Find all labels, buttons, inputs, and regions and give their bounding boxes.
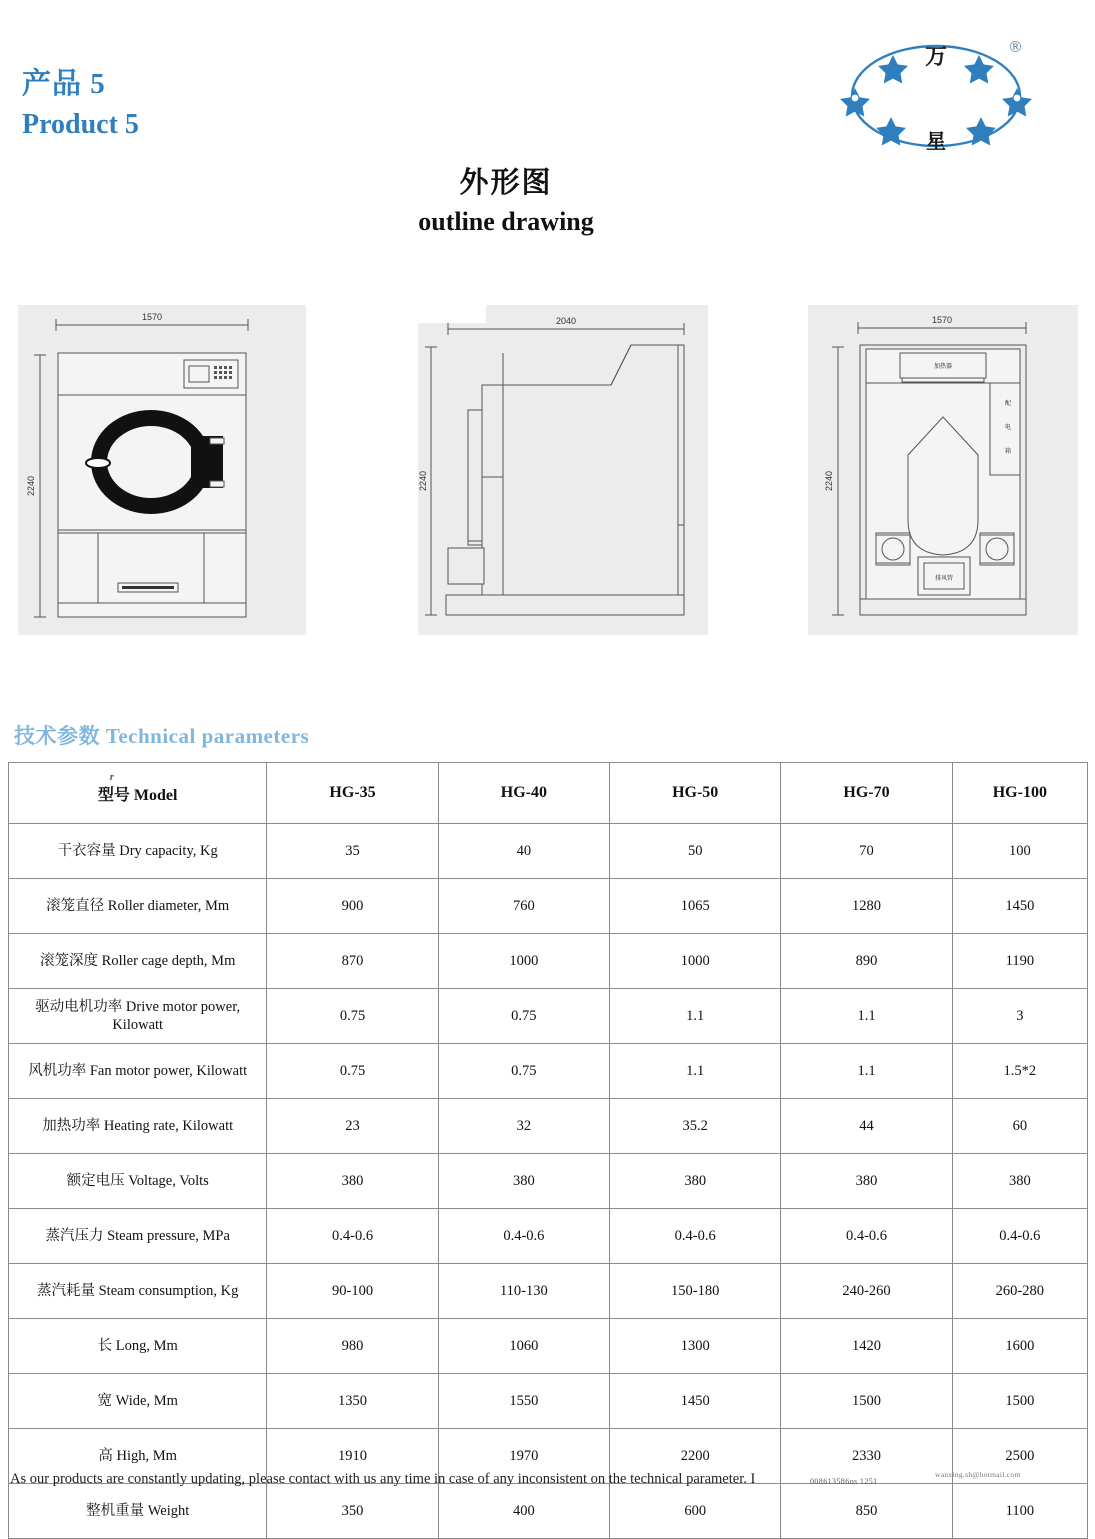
cell-value: 1000	[610, 934, 781, 989]
table-row	[9, 1154, 1088, 1209]
table-header-hg100: HG-100	[952, 763, 1087, 824]
cell-value: 380	[952, 1154, 1087, 1209]
side-view-width-dim: 2040	[555, 316, 577, 326]
table-row	[9, 879, 1088, 934]
drawing-title-en: outline drawing	[418, 207, 594, 236]
cell-value: 0.75	[267, 989, 438, 1044]
cell-value: 2330	[781, 1429, 952, 1484]
rear-view-width-dim: 1570	[931, 315, 953, 325]
table-row	[9, 1044, 1088, 1099]
cell-value: 760	[438, 879, 609, 934]
cell-value: 60	[952, 1099, 1087, 1154]
product-title-cn: 产品 5	[22, 68, 106, 100]
footer-disclaimer: As our products are constantly updating, please contact with us any time in case of any inconsistent on the technical parameter. I	[10, 1471, 756, 1487]
row-label: 驱动电机功率 Drive motor power, Kilowatt	[9, 989, 267, 1044]
row-label: 干衣容量 Dry capacity, Kg	[9, 824, 267, 879]
cell-value: 1.1	[610, 989, 781, 1044]
cell-value: 1.1	[781, 989, 952, 1044]
cell-value: 1500	[952, 1374, 1087, 1429]
table-row	[9, 934, 1088, 989]
cell-value: 1970	[438, 1429, 609, 1484]
cell-value: 1.5*2	[952, 1044, 1087, 1099]
row-label: 长 Long, Mm	[9, 1319, 267, 1374]
cell-value: 1500	[781, 1374, 952, 1429]
cell-value: 0.75	[438, 1044, 609, 1099]
cell-value: 1350	[267, 1374, 438, 1429]
registered-mark-icon: ®	[1008, 38, 1023, 56]
cell-value: 1100	[952, 1484, 1087, 1539]
drawing-title-cn: 外形图	[459, 167, 553, 199]
logo-char-top: 万	[924, 45, 948, 70]
cell-value: 1280	[781, 879, 952, 934]
row-label: 加热功率 Heating rate, Kilowatt	[9, 1099, 267, 1154]
cell-value: 1600	[952, 1319, 1087, 1374]
cell-value: 0.75	[267, 1044, 438, 1099]
cell-value: 1300	[610, 1319, 781, 1374]
cell-value: 1420	[781, 1319, 952, 1374]
table-row	[9, 1099, 1088, 1154]
technical-parameters-heading-cn: 技术参数	[14, 724, 100, 748]
footer-phone: 008613586os 1251	[810, 1477, 878, 1486]
cell-value: 90-100	[267, 1264, 438, 1319]
cell-value: 35.2	[610, 1099, 781, 1154]
front-view-height-dim: 2240	[26, 475, 36, 497]
roller-right	[980, 533, 1014, 565]
roller-left	[876, 533, 910, 565]
cell-value: 1000	[438, 934, 609, 989]
side-view-height-dim: 2240	[418, 470, 428, 492]
cell-value: 900	[267, 879, 438, 934]
row-label: 滚笼直径 Roller diameter, Mm	[9, 879, 267, 934]
front-view-width-dim: 1570	[141, 312, 163, 322]
heater-label: 加热器	[933, 364, 953, 370]
cell-value: 380	[438, 1154, 609, 1209]
product-title	[22, 66, 139, 142]
outline-drawings	[18, 305, 1078, 635]
cell-value: 32	[438, 1099, 609, 1154]
rear-view-height-dim: 2240	[824, 470, 834, 492]
cell-value: 1060	[438, 1319, 609, 1374]
cell-value: 23	[267, 1099, 438, 1154]
row-label: 风机功率 Fan motor power, Kilowatt	[9, 1044, 267, 1099]
table-header-row	[9, 763, 1088, 824]
table-header-hg35: HG-35	[267, 763, 438, 824]
technical-parameters-heading-en: Technical parameters	[105, 724, 310, 748]
table-row	[9, 824, 1088, 879]
drawing-title	[0, 160, 1012, 237]
cell-value: 980	[267, 1319, 438, 1374]
rear-view-drawing	[808, 305, 1078, 635]
electric-box-label-c1: 配	[1005, 401, 1012, 407]
front-view-drawing	[18, 305, 306, 635]
row-label: 宽 Wide, Mm	[9, 1374, 267, 1429]
technical-parameters-table	[8, 762, 1088, 1539]
cell-value: 1910	[267, 1429, 438, 1484]
cell-value: 400	[438, 1484, 609, 1539]
cell-value: 890	[781, 934, 952, 989]
row-label: 滚笼深度 Roller cage depth, Mm	[9, 934, 267, 989]
table-header-hg40: HG-40	[438, 763, 609, 824]
cell-value: 0.4-0.6	[438, 1209, 609, 1264]
cell-value: 850	[781, 1484, 952, 1539]
cell-value: 350	[267, 1484, 438, 1539]
exhaust-duct-label: 排风管	[934, 576, 954, 582]
row-label: 蒸汽压力 Steam pressure, MPa	[9, 1209, 267, 1264]
cell-value: 44	[781, 1099, 952, 1154]
side-view-drawing	[418, 305, 708, 635]
row-label: 额定电压 Voltage, Volts	[9, 1154, 267, 1209]
cell-value: 2500	[952, 1429, 1087, 1484]
cell-value: 0.4-0.6	[267, 1209, 438, 1264]
cell-value: 600	[610, 1484, 781, 1539]
technical-parameters-heading	[14, 720, 309, 750]
cell-value: 100	[952, 824, 1087, 879]
table-header-hg70: HG-70	[781, 763, 952, 824]
cell-value: 150-180	[610, 1264, 781, 1319]
cell-value: 240-260	[781, 1264, 952, 1319]
table-header-hg50: HG-50	[610, 763, 781, 824]
cell-value: 1190	[952, 934, 1087, 989]
electric-box-label-c2: 电	[1005, 425, 1012, 431]
cell-value: 380	[781, 1154, 952, 1209]
logo-star-inner-highlights	[852, 95, 1021, 102]
cell-value: 870	[267, 934, 438, 989]
cell-value: 35	[267, 824, 438, 879]
table-row	[9, 1319, 1088, 1374]
cell-value: 1.1	[610, 1044, 781, 1099]
cell-value: 1550	[438, 1374, 609, 1429]
footer-email: wanxing.sh@hotmail.com	[935, 1470, 1021, 1479]
cell-value: 380	[610, 1154, 781, 1209]
table-row	[9, 1374, 1088, 1429]
cell-value: 50	[610, 824, 781, 879]
logo-char-bottom: 星	[926, 129, 946, 153]
row-label: 整机重量 Weight	[9, 1484, 267, 1539]
cell-value: 1.1	[781, 1044, 952, 1099]
electric-box-label-c3: 箱	[1005, 449, 1012, 455]
cell-value: 40	[438, 824, 609, 879]
table-row	[9, 1264, 1088, 1319]
cell-value: 380	[267, 1154, 438, 1209]
table-body	[9, 824, 1088, 1539]
table-header-model	[9, 763, 267, 824]
table-row	[9, 1484, 1088, 1539]
table-head	[9, 763, 1088, 824]
cell-value: 70	[781, 824, 952, 879]
row-label: 高 High, Mm	[9, 1429, 267, 1484]
model-header-label: 型号 Model	[97, 786, 178, 804]
cell-value: 1065	[610, 879, 781, 934]
cell-value: 110-130	[438, 1264, 609, 1319]
row-label: 蒸汽耗量 Steam consumption, Kg	[9, 1264, 267, 1319]
table-row	[9, 989, 1088, 1044]
cell-value: 3	[952, 989, 1087, 1044]
cell-value: 0.75	[438, 989, 609, 1044]
model-tick-mark: r	[109, 771, 114, 783]
cell-value: 0.4-0.6	[610, 1209, 781, 1264]
cell-value: 2200	[610, 1429, 781, 1484]
cell-value: 0.4-0.6	[952, 1209, 1087, 1264]
page-header	[0, 0, 1095, 180]
cell-value: 260-280	[952, 1264, 1087, 1319]
company-logo	[836, 26, 1042, 168]
product-title-en: Product 5	[22, 108, 139, 140]
cell-value: 0.4-0.6	[781, 1209, 952, 1264]
cell-value: 1450	[952, 879, 1087, 934]
cell-value: 1450	[610, 1374, 781, 1429]
table-row	[9, 1209, 1088, 1264]
